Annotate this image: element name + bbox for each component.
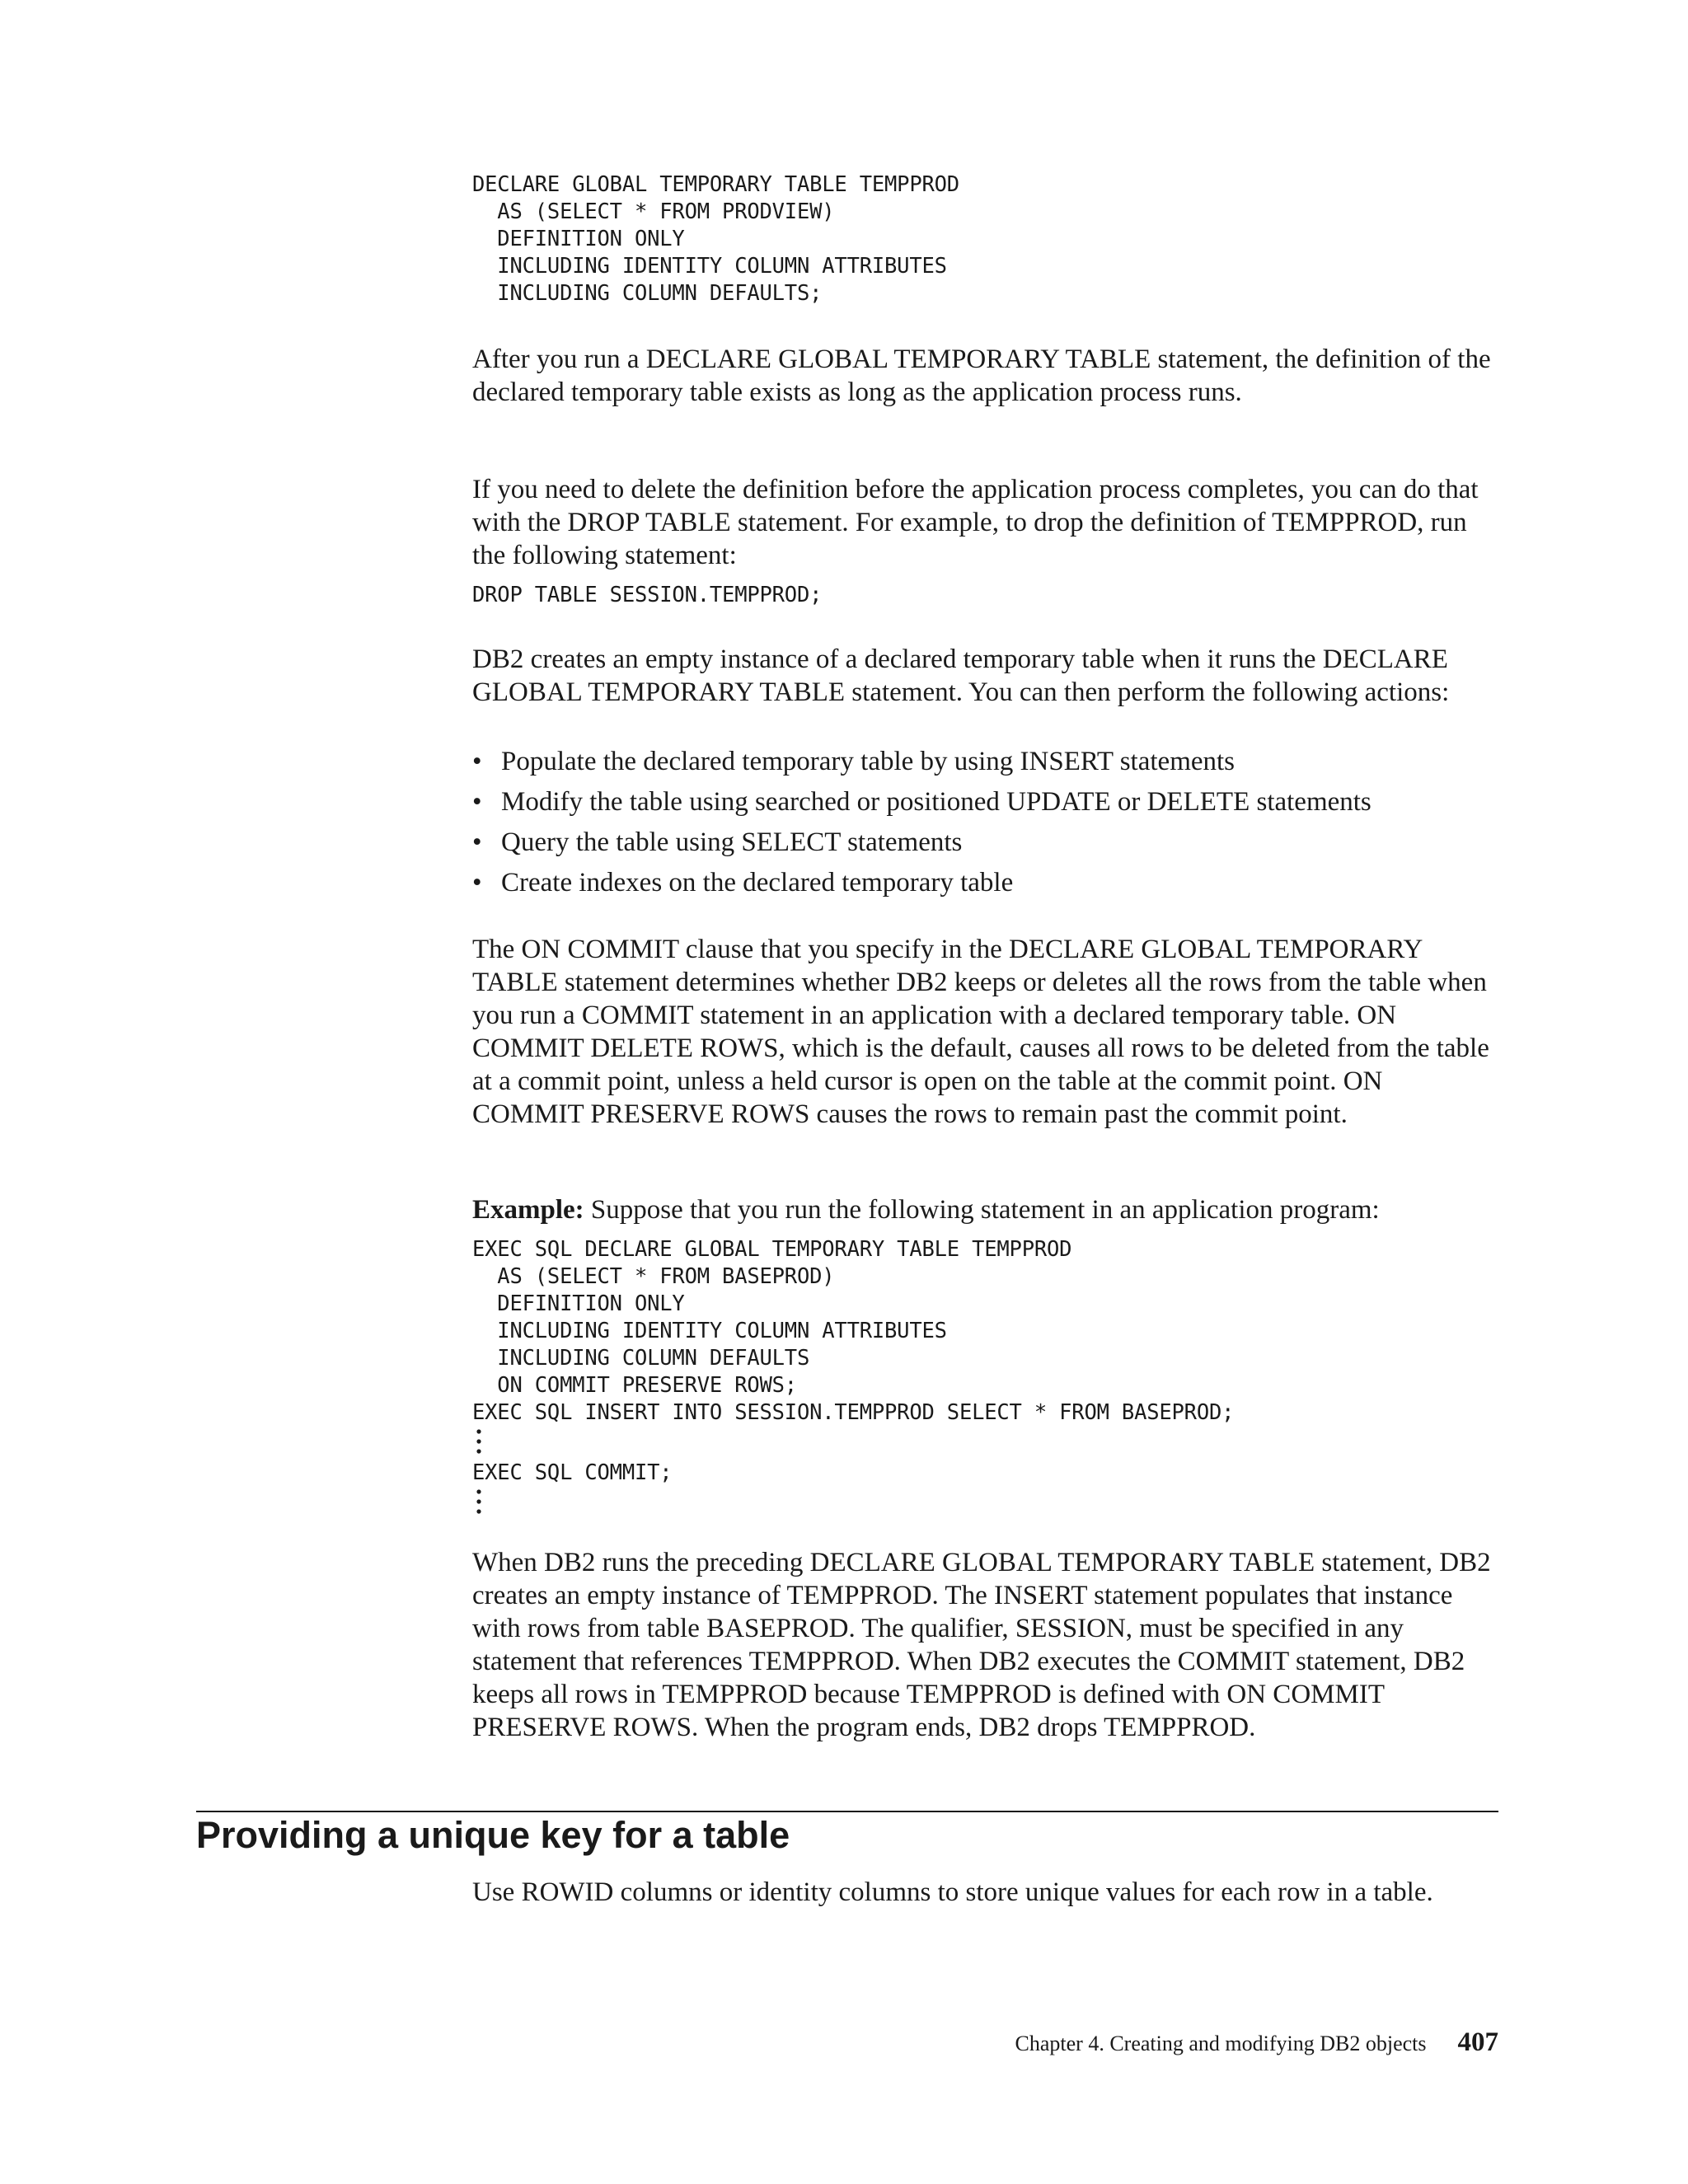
bullet-marker: • [472, 747, 482, 776]
code-line: DEFINITION ONLY [472, 1291, 685, 1316]
example-intro [472, 1193, 1498, 1226]
code-line: DECLARE GLOBAL TEMPORARY TABLE TEMPPROD [472, 172, 959, 197]
code-line: EXEC SQL DECLARE GLOBAL TEMPORARY TABLE TEMPPROD [472, 1237, 1072, 1262]
code-block-exec-sql [472, 1236, 1498, 1520]
code-block-drop-table [472, 582, 1498, 609]
example-text: Suppose that you run the following statement in an application program: [584, 1195, 1380, 1225]
vertical-ellipsis-icon [474, 1487, 485, 1520]
code-line: INCLUDING COLUMN DEFAULTS; [472, 281, 823, 306]
code-block-declare-tempprod [472, 171, 1498, 307]
list-item [472, 745, 1498, 778]
actions-bullet-list [472, 745, 1498, 907]
paragraph-unique-key [472, 1876, 1498, 1909]
paragraph-on-commit-clause [472, 933, 1498, 1131]
footer-chapter-title: Chapter 4. Creating and modifying DB2 objects [1015, 2032, 1427, 2055]
paragraph-text: When DB2 runs the preceding DECLARE GLOBAL TEMPORARY TABLE statement, DB2 creates an empty instance of TEMPPROD. The INSERT statement populates that instance with rows from table BASEPROD. The qualifier, SESSION, must be specified in any statement that references TEMPPROD. When DB2 executes the COMMIT statement, DB2 keeps all rows in TEMPPROD because TEMPPROD is defined with ON COMMIT PRESERVE ROWS. When the program ends, DB2 drops TEMPPROD. [472, 1548, 1491, 1742]
list-item-text: Query the table using SELECT statements [501, 827, 963, 857]
section-heading: Providing a unique key for a table [196, 1814, 790, 1856]
code-line: ON COMMIT PRESERVE ROWS; [472, 1373, 797, 1398]
paragraph-preceding-statement [472, 1546, 1498, 1744]
list-item-text: Modify the table using searched or positioned UPDATE or DELETE statements [501, 787, 1372, 817]
paragraph-empty-instance [472, 643, 1498, 709]
code-line: INCLUDING IDENTITY COLUMN ATTRIBUTES [472, 1319, 947, 1343]
page-footer [1015, 2027, 1498, 2058]
code-line: INCLUDING IDENTITY COLUMN ATTRIBUTES [472, 254, 947, 279]
bullet-marker: • [472, 868, 482, 898]
paragraph-text: After you run a DECLARE GLOBAL TEMPORARY TABLE statement, the definition of the declared temporary table exists as long as the application process runs. [472, 344, 1491, 407]
bullet-marker: • [472, 827, 482, 857]
paragraph-text: DB2 creates an empty instance of a declared temporary table when it runs the DECLARE GLOBAL TEMPORARY TABLE statement. You can then perform the following actions: [472, 644, 1450, 707]
vertical-ellipsis-icon [474, 1427, 485, 1460]
paragraph-definition-lifetime [472, 343, 1498, 409]
paragraph-text: Use ROWID columns or identity columns to store unique values for each row in a table. [472, 1877, 1433, 1907]
code-line: EXEC SQL COMMIT; [472, 1460, 673, 1485]
list-item-text: Create indexes on the declared temporary table [501, 868, 1014, 898]
code-line: DROP TABLE SESSION.TEMPPROD; [472, 583, 823, 607]
paragraph-drop-table [472, 473, 1498, 572]
list-item [472, 866, 1498, 899]
bullet-marker: • [472, 787, 482, 817]
paragraph-text: If you need to delete the definition before the application process completes, you can do that with the DROP TABLE statement. For example, to drop the definition of TEMPPROD, run the following statement: [472, 475, 1479, 570]
list-item-text: Populate the declared temporary table by using INSERT statements [501, 747, 1236, 776]
paragraph-text: The ON COMMIT clause that you specify in the DECLARE GLOBAL TEMPORARY TABLE statement determines whether DB2 keeps or deletes all the rows from the table when you run a COMMIT statement in an application with a declared temporary table. ON COMMIT DELETE ROWS, which is the default, causes all rows to be deleted from the table at a commit point, unless a held cursor is open on the table at the commit point. ON COMMIT PRESERVE ROWS causes the rows to remain past the commit point. [472, 935, 1489, 1129]
page-number: 407 [1457, 2027, 1498, 2057]
code-line: INCLUDING COLUMN DEFAULTS [472, 1346, 810, 1371]
code-line: AS (SELECT * FROM BASEPROD) [472, 1264, 835, 1289]
example-label: Example: [472, 1195, 584, 1225]
list-item [472, 826, 1498, 859]
code-line: DEFINITION ONLY [472, 227, 685, 251]
list-item [472, 785, 1498, 818]
code-line: AS (SELECT * FROM PRODVIEW) [472, 199, 835, 224]
code-line: EXEC SQL INSERT INTO SESSION.TEMPPROD SELECT * FROM BASEPROD; [472, 1400, 1235, 1425]
section-divider [196, 1811, 1498, 1812]
